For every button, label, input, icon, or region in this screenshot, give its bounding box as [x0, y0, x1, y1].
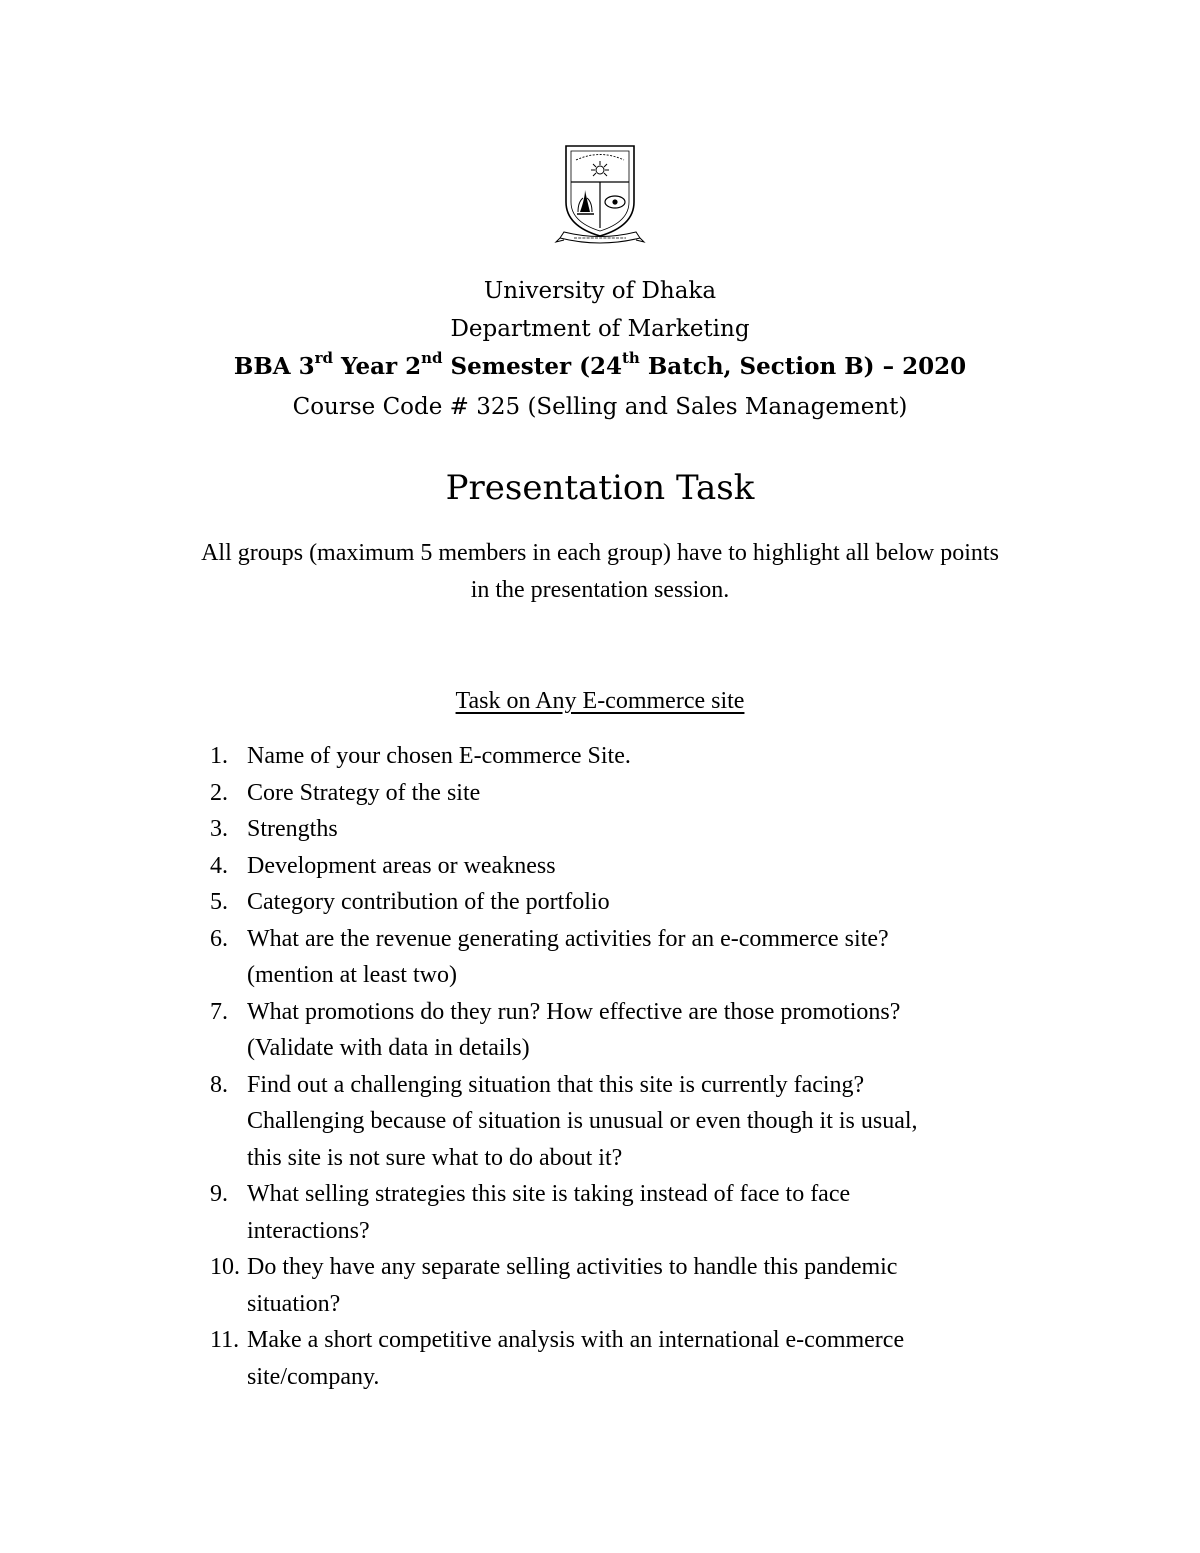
intro-line-2: in the presentation session.: [470, 577, 730, 603]
task-item: 4. Development areas or weakness: [210, 852, 556, 879]
task-item: 3. Strengths: [210, 816, 338, 842]
task-item: 9. What selling strategies this site is taking instead of face to face interactions?: [210, 1181, 851, 1244]
section-heading: Task on Any E-commerce site: [455, 688, 745, 714]
program-line: BBA 3rd Year 2nd Semester (24th Batch, Section B) – 2020: [233, 349, 967, 380]
intro-paragraph: [0, 535, 1200, 609]
university-name: University of Dhaka: [483, 278, 717, 304]
task-item: 7. What promotions do they run? How effective are those promotions? (Validate with data in details): [210, 998, 901, 1061]
task-list: [0, 738, 1047, 1395]
task-item: 1. Name of your chosen E-commerce Site.: [210, 743, 631, 769]
task-item: 2. Core Strategy of the site: [210, 779, 481, 806]
page-title: Presentation Task: [445, 468, 755, 508]
task-item: 11. Make a short competitive analysis with an international e-commerce site/company.: [210, 1327, 905, 1390]
task-item: 10. Do they have any separate selling activities to handle this pandemic situation?: [210, 1254, 898, 1317]
task-item: 5. Category contribution of the portfolio: [210, 889, 610, 915]
intro-line-1: All groups (maximum 5 members in each group) have to highlight all below points: [201, 540, 999, 566]
department-name: Department of Marketing: [450, 316, 750, 342]
task-item: 8. Find out a challenging situation that this site is currently facing? Challenging because of situation is unusual or even though it is usual, this site is not sure what to do about it?: [210, 1071, 918, 1171]
course-code: Course Code # 325 (Selling and Sales Management): [292, 394, 908, 420]
task-item: 6. What are the revenue generating activities for an e-commerce site? (mention at least two): [210, 925, 889, 988]
university-crest-icon: [554, 140, 646, 248]
